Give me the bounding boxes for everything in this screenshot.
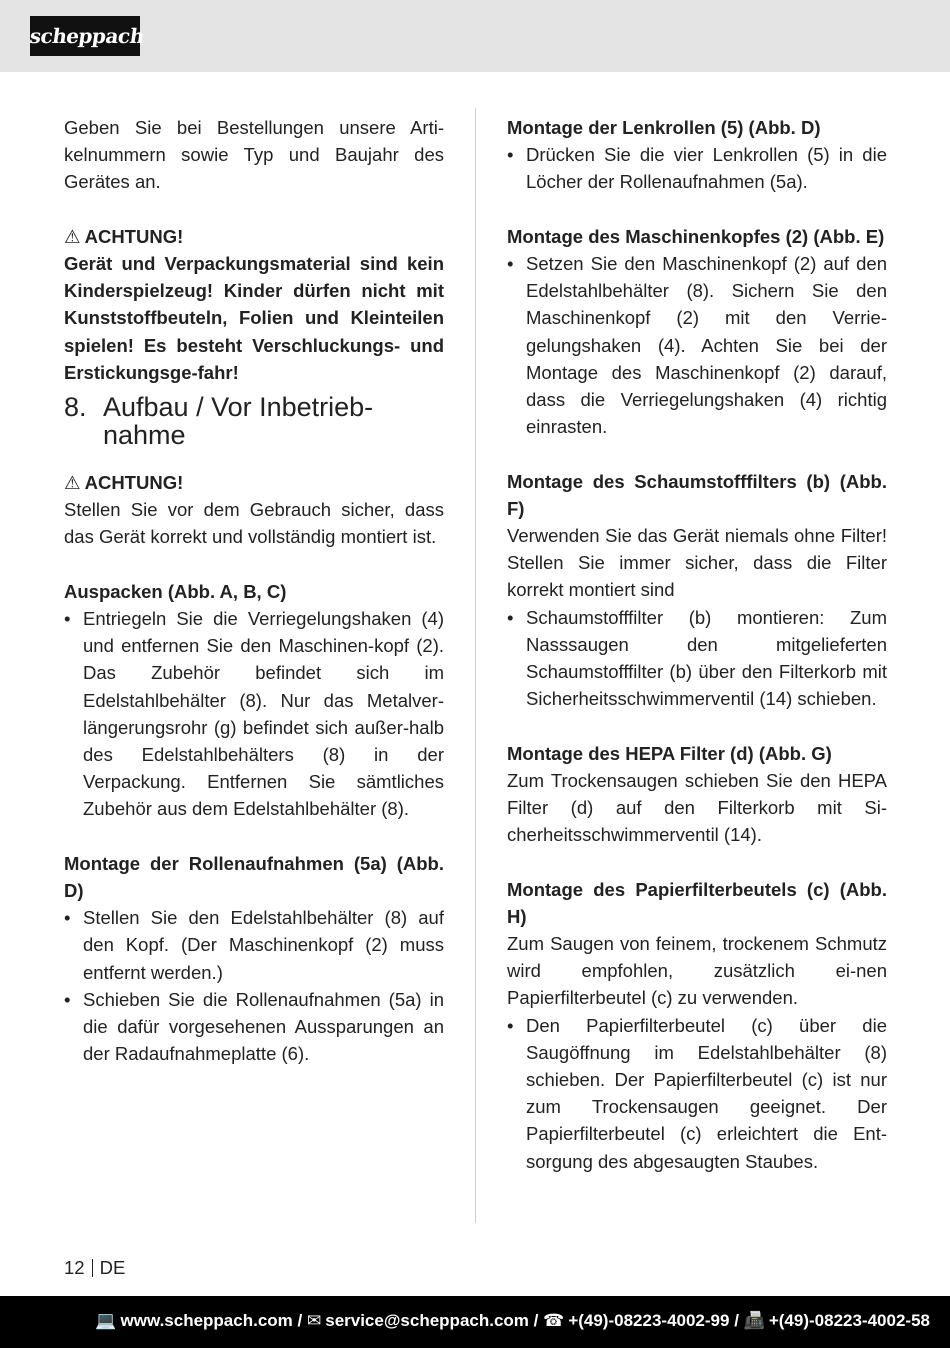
scheppach-logo: scheppach bbox=[30, 16, 140, 56]
subheading-machine-head: Montage des Maschinenkopfes (2) (Abb. E) bbox=[507, 225, 885, 247]
casters-list bbox=[507, 141, 887, 195]
roller-mount-list bbox=[64, 904, 444, 1067]
foam-filter-list bbox=[507, 604, 887, 713]
list-item: • Drücken Sie die vier Lenkrollen (5) in die Löcher der Rollenaufnahmen (5a). bbox=[507, 144, 887, 193]
page-number: 12 DE bbox=[64, 1257, 126, 1278]
section-heading: 8. Aufbau / Vor Inbetrieb- nahme bbox=[64, 392, 374, 451]
warning-text: Gerät und Verpackungsmaterial sind kein Kinderspielzeug! Kinder dürfen nicht mit Kunststoffbeuteln, Folien und Kleinteilen spielen! Es besteht Verschluckungs- und Erstickungsge-fahr! bbox=[64, 253, 444, 383]
paper-filter-list bbox=[507, 1012, 887, 1175]
list-item: • Schaumstofffilter (b) montieren: Zum Nasssaugen den mitgelieferten Schaumstofffilter (b) über den Filterkorb mit Sicherheitsschwimmerventil (14) schieben. bbox=[507, 606, 887, 710]
footer-bar: 💻 www.scheppach.com / ✉ service@scheppach.com / ☎ +(49)-08223-4002-99 / 📠 +(49)-08223-4002-58 bbox=[0, 1296, 950, 1348]
subheading-foam-filter: Montage des Schaumstofffilters (b) (Abb. F) bbox=[507, 470, 887, 519]
warning-title: ⚠ ACHTUNG! bbox=[64, 225, 184, 247]
list-item: • Schieben Sie die Rollenaufnahmen (5a) in die dafür vorgesehenen Aussparungen an der Radaufnahmeplatte (6). bbox=[64, 988, 444, 1065]
subheading-paper-filter: Montage des Papierfilterbeutels (c) (Abb. H) bbox=[507, 878, 887, 927]
list-item: • Entriegeln Sie die Verriegelungshaken (4) und entfernen Sie den Maschinen-kopf (2). Das Zubehör befindet sich im Edelstahlbehälter (8). Nur das Metalver-längerungsrohr (g) befindet sich außer-halb des Edelstahlbehälters (8) in der Verpackung. Entfernen Sie sämtliches Zubehör aus dem Edelstahlbehälter (8). bbox=[64, 608, 444, 820]
warning-title: ⚠ ACHTUNG! bbox=[64, 472, 184, 494]
unpacking-list bbox=[64, 605, 444, 823]
warning-icon: ⚠ bbox=[64, 225, 81, 247]
computer-icon: 💻 bbox=[95, 1311, 117, 1330]
footer-email-link[interactable]: service@scheppach.com bbox=[325, 1311, 529, 1330]
left-column bbox=[64, 114, 444, 1067]
foam-filter-text: Verwenden Sie das Gerät niemals ohne Filter! Stellen Sie immer sicher, dass die Filter korrekt montiert sind bbox=[507, 525, 887, 601]
list-item: • Den Papierfilterbeutel (c) über die Saugöffnung im Edelstahlbehälter (8) schieben. Der Papierfilterbeutel (c) ist nur zum Trockensaugen geeignet. Der Papierfilterbeutel (c) erleichtert die Ent-sorgung des abgesaugten Staubes. bbox=[507, 1014, 887, 1172]
intro-paragraph: Geben Sie bei Bestellungen unsere Arti-kelnummern sowie Typ und Baujahr des Gerätes an. bbox=[64, 117, 444, 193]
subheading-casters: Montage der Lenkrollen (5) (Abb. D) bbox=[507, 117, 821, 138]
header-bar bbox=[0, 0, 950, 72]
warning-text: Stellen Sie vor dem Gebrauch sicher, dass das Gerät korrekt und vollständig montiert ist. bbox=[64, 499, 444, 548]
subheading-roller-mounts: Montage der Rollenaufnahmen (5a) (Abb. D) bbox=[64, 852, 444, 902]
subheading-hepa-filter: Montage des HEPA Filter (d) (Abb. G) bbox=[507, 742, 832, 764]
column-divider bbox=[475, 108, 476, 1223]
footer-phone: +(49)-08223-4002-99 bbox=[568, 1311, 730, 1330]
hepa-filter-text: Zum Trockensaugen schieben Sie den HEPA Filter (d) auf den Filterkorb mit Si-cherheitsschwimmerventil (14). bbox=[507, 769, 887, 846]
footer-website-link[interactable]: www.scheppach.com bbox=[120, 1311, 293, 1330]
envelope-icon: ✉ bbox=[306, 1311, 322, 1330]
fax-icon: 📠 bbox=[743, 1311, 765, 1330]
phone-icon: ☎ bbox=[543, 1311, 565, 1330]
list-item: • Stellen Sie den Edelstahlbehälter (8) auf den Kopf. (Der Maschinenkopf (2) muss entfernt werden.) bbox=[64, 907, 444, 983]
machine-head-list bbox=[507, 250, 887, 440]
warning-icon: ⚠ bbox=[64, 472, 81, 494]
list-item: • Setzen Sie den Maschinenkopf (2) auf den Edelstahlbehälter (8). Sichern Sie den Maschinenkopf (2) mit den Verrie-gelungshaken (4). Achten Sie bei der Montage des Maschinenkopf (2) darauf, dass die Verriegelungshaken (4) richtig einrasten. bbox=[507, 253, 887, 438]
footer-fax: +(49)-08223-4002-58 bbox=[768, 1311, 930, 1330]
right-column bbox=[507, 114, 887, 1175]
paper-filter-text: Zum Saugen von feinem, trockenem Schmutz wird empfohlen, zusätzlich ei-nen Papierfilterbeutel (c) zu verwenden. bbox=[507, 933, 887, 1009]
subheading-unpacking: Auspacken (Abb. A, B, C) bbox=[64, 580, 287, 602]
